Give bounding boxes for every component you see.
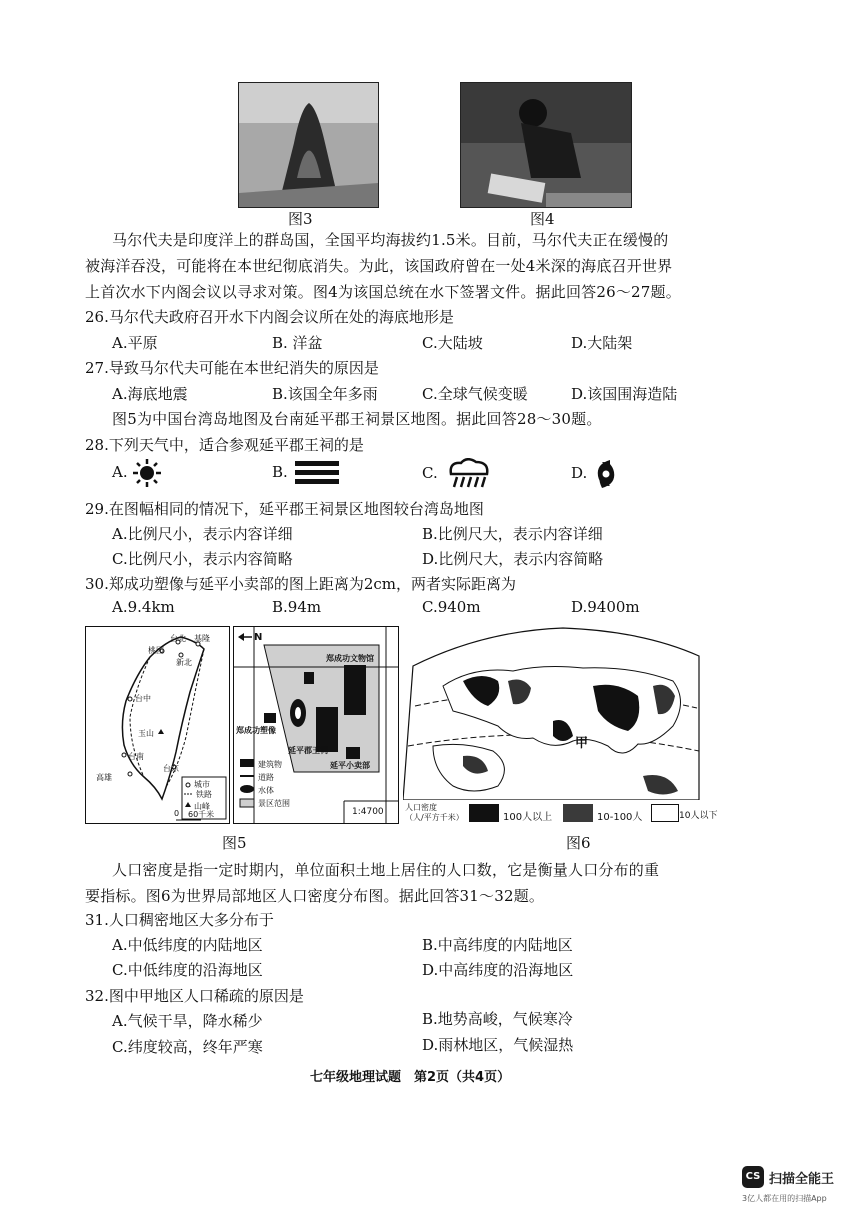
world-population-map bbox=[403, 626, 718, 823]
scenic-map bbox=[233, 626, 399, 824]
legend-railway: 铁路 bbox=[196, 790, 212, 799]
q29-option-a[interactable]: A.比例尺小，表示内容详细 bbox=[112, 525, 293, 543]
legend-road: 道路 bbox=[258, 773, 274, 782]
q28-option-d[interactable] bbox=[571, 458, 620, 490]
q31-stem: 31.人口稠密地区大多分布于 bbox=[85, 911, 274, 929]
q28-option-b[interactable] bbox=[272, 458, 341, 488]
q28-a-label: A. bbox=[112, 463, 128, 481]
legend-city: 城市 bbox=[194, 780, 210, 789]
city-label-taibei: 台北 bbox=[170, 634, 186, 643]
underwater-image bbox=[461, 83, 631, 207]
city-label-taoyuan: 桃园 bbox=[148, 646, 164, 655]
q30-option-b[interactable]: B.94m bbox=[272, 598, 322, 616]
q29-option-c[interactable]: C.比例尺小，表示内容简略 bbox=[112, 550, 293, 568]
q31-option-b[interactable]: B.中高纬度的内陆地区 bbox=[422, 936, 573, 954]
city-label-jilong: 基隆 bbox=[194, 634, 210, 643]
legend-swatch-high bbox=[469, 804, 499, 822]
label-jia: 甲 bbox=[575, 736, 589, 751]
legend-swatch-low bbox=[651, 804, 679, 822]
city-label-gaoxiong: 高雄 bbox=[96, 773, 112, 782]
legend-high: 100人以上 bbox=[503, 812, 553, 823]
q30-option-a[interactable]: A.9.4km bbox=[112, 598, 175, 616]
sunny-icon bbox=[132, 458, 162, 488]
q26-option-c[interactable]: C.大陆坡 bbox=[422, 334, 483, 352]
camscanner-badge: CS bbox=[745, 1171, 761, 1182]
q30-stem: 30.郑成功塑像与延平小卖部的图上距离为2cm，两者实际距离为 bbox=[85, 575, 517, 593]
passage1-line3: 上首次水下内阁会议以寻求对策。图4为该国总统在水下签署文件。据此回答26～27题。 bbox=[85, 283, 681, 301]
city-label-tainan: 台南 bbox=[128, 752, 144, 761]
q32-option-b[interactable]: B.地势高峻，气候寒冷 bbox=[422, 1010, 573, 1028]
peak-label-yushan: 玉山 bbox=[138, 729, 154, 738]
legend-swatch-mid bbox=[563, 804, 593, 822]
page-footer: 七年级地理试题 第2页（共4页） bbox=[310, 1070, 511, 1085]
north-arrow-label: N bbox=[254, 632, 263, 643]
q26-option-d[interactable]: D.大陆架 bbox=[571, 334, 633, 352]
camscanner-logo-icon bbox=[742, 1166, 764, 1188]
q27-stem: 27.导致马尔代夫可能在本世纪消失的原因是 bbox=[85, 359, 379, 377]
q26-option-b[interactable]: B. 洋盆 bbox=[272, 334, 323, 352]
label-shrine: 延平郡王祠 bbox=[288, 746, 328, 755]
passage1-line1: 马尔代夫是印度洋上的群岛国，全国平均海拔约1.5米。目前，马尔代夫正在缓慢的 bbox=[112, 231, 669, 249]
camscanner-sub: 3亿人都在用的扫描App bbox=[742, 1194, 827, 1203]
taiwan-map bbox=[85, 626, 230, 824]
q26-stem: 26.马尔代夫政府召开水下内阁会议所在处的海底地形是 bbox=[85, 308, 454, 326]
q28-option-c[interactable] bbox=[422, 458, 493, 490]
q28-option-a[interactable] bbox=[112, 458, 162, 488]
legend-title-1: 人口密度 bbox=[405, 803, 437, 812]
label-museum: 郑成功文物馆 bbox=[326, 654, 374, 663]
q29-option-b[interactable]: B.比例尺大，表示内容详细 bbox=[422, 525, 603, 543]
q31-option-c[interactable]: C.中低纬度的沿海地区 bbox=[112, 961, 263, 979]
q28-stem: 28.下列天气中，适合参观延平郡王祠的是 bbox=[85, 436, 364, 454]
city-label-xinbei: 新北 bbox=[176, 658, 192, 667]
scale-label: 60千米 bbox=[188, 810, 215, 819]
legend-scenic-area: 景区范围 bbox=[258, 799, 290, 808]
legend-building: 建筑物 bbox=[258, 760, 282, 769]
fossil-image bbox=[239, 83, 378, 207]
q31-option-a[interactable]: A.中低纬度的内陆地区 bbox=[112, 936, 263, 954]
legend-peak: 山峰 bbox=[194, 802, 210, 811]
camscanner-title: 扫描全能王 bbox=[769, 1172, 835, 1187]
fig5-caption: 图5 bbox=[222, 834, 247, 852]
q32-option-c[interactable]: C.纬度较高，终年严寒 bbox=[112, 1038, 263, 1056]
passage2-line1: 人口密度是指一定时期内，单位面积土地上居住的人口数，它是衡量人口分布的重 bbox=[112, 861, 660, 879]
intro-fig5: 图5为中国台湾岛地图及台南延平郡王祠景区地图。据此回答28～30题。 bbox=[112, 410, 602, 428]
passage2-line2: 要指标。图6为世界局部地区人口密度分布图。据此回答31～32题。 bbox=[85, 887, 545, 905]
legend-mid: 10-100人 bbox=[597, 812, 643, 823]
camscanner-watermark bbox=[742, 1166, 852, 1206]
q31-option-d[interactable]: D.中高纬度的沿海地区 bbox=[422, 961, 574, 979]
legend-title-2: （人/平方千米） bbox=[405, 813, 464, 822]
scenic-scale: 1:4700 bbox=[352, 807, 384, 817]
fig3-photo bbox=[238, 82, 379, 208]
q30-option-d[interactable]: D.9400m bbox=[571, 598, 640, 616]
population-density-map bbox=[403, 626, 701, 800]
q30-option-c[interactable]: C.940m bbox=[422, 598, 481, 616]
fig3-caption: 图3 bbox=[288, 210, 313, 228]
q27-option-b[interactable]: B.该国全年多雨 bbox=[272, 385, 378, 403]
q32-option-d[interactable]: D.雨林地区，气候湿热 bbox=[422, 1036, 574, 1054]
q32-option-a[interactable]: A.气候干旱，降水稀少 bbox=[112, 1012, 263, 1030]
q28-d-label: D. bbox=[571, 464, 588, 482]
legend-low: 10人以下 bbox=[679, 811, 718, 821]
fig6-caption: 图6 bbox=[566, 834, 591, 852]
q28-b-label: B. bbox=[272, 463, 288, 481]
q29-stem: 29.在图幅相同的情况下，延平郡王祠景区地图较台湾岛地图 bbox=[85, 500, 484, 518]
q32-stem: 32.图中甲地区人口稀疏的原因是 bbox=[85, 987, 304, 1005]
passage1-line2: 被海洋吞没，可能将在本世纪彻底消失。为此，该国政府曾在一处4米深的海底召开世界 bbox=[85, 257, 673, 275]
city-label-taidong: 台东 bbox=[163, 764, 179, 773]
legend-water: 水体 bbox=[258, 786, 274, 795]
city-label-taizhong: 台中 bbox=[135, 694, 151, 703]
scale-zero: 0 bbox=[174, 809, 180, 818]
heavy-rain-icon bbox=[443, 458, 493, 490]
q27-option-c[interactable]: C.全球气候变暖 bbox=[422, 385, 528, 403]
label-shop: 延平小卖部 bbox=[330, 761, 370, 770]
q26-option-a[interactable]: A.平原 bbox=[112, 334, 158, 352]
q29-option-d[interactable]: D.比例尺大，表示内容简略 bbox=[422, 550, 604, 568]
label-statue: 郑成功塑像 bbox=[236, 726, 276, 735]
fig4-photo bbox=[460, 82, 632, 208]
q28-c-label: C. bbox=[422, 464, 438, 482]
typhoon-icon bbox=[592, 458, 620, 490]
fog-icon bbox=[293, 458, 341, 488]
q27-option-d[interactable]: D.该国围海造陆 bbox=[571, 385, 678, 403]
q27-option-a[interactable]: A.海底地震 bbox=[112, 385, 188, 403]
fig4-caption: 图4 bbox=[530, 210, 555, 228]
